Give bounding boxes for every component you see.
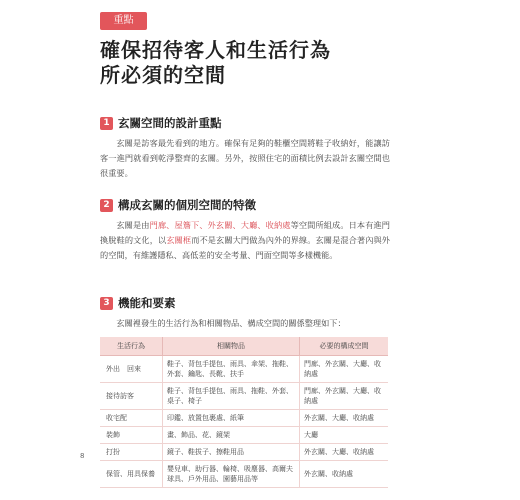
- table-header-spaces: 必要的構成空間: [300, 337, 389, 356]
- table-cell: 外玄關、大廳、收納處: [300, 410, 389, 427]
- table-row: [100, 410, 388, 427]
- table-cell: 收宅配: [100, 410, 163, 427]
- table-cell: 大廳: [300, 427, 389, 444]
- page-title: [100, 38, 430, 88]
- table-cell: 裝飾: [100, 427, 163, 444]
- table-cell: 鞋子、背包手提包、雨具、拖鞋、外套、桌子、椅子: [163, 383, 300, 410]
- table-cell: 畫、飾品、花、鏡架: [163, 427, 300, 444]
- section-2-heading: [100, 197, 256, 213]
- table-cell: 嬰兒車、助行器、輪椅、吸塵器、高爾夫球具、戶外用品、園藝用品等: [163, 461, 300, 488]
- section-3-paragraph: 玄關裡發生的生活行為和相關物品、構成空間的關係整理如下：: [116, 318, 346, 328]
- section-1-number: 1: [100, 117, 113, 130]
- table-row: [100, 383, 388, 410]
- table-row: [100, 461, 388, 488]
- table-cell: 外玄關、大廳、收納處: [300, 444, 389, 461]
- table-header-row: [100, 337, 388, 356]
- table-cell: 接待訪客: [100, 383, 163, 410]
- table-cell: 印鑑、放置包裹處、紙筆: [163, 410, 300, 427]
- table-cell: 外出 回來: [100, 356, 163, 383]
- section-3-heading: [100, 295, 176, 311]
- table-cell: 打扮: [100, 444, 163, 461]
- section-3-number: 3: [100, 297, 113, 310]
- table-header-activity: 生活行為: [100, 337, 163, 356]
- section-tag: 重點: [100, 12, 147, 30]
- section-2-text-b: 等空間所組成。日本有進門換脫鞋的文化，以: [100, 220, 390, 245]
- table-cell: 門廊、外玄關、大廳、收納處: [300, 356, 389, 383]
- section-2-text-a: 玄關是由: [116, 220, 150, 230]
- section-2-title: 構成玄關的個別空間的特徵: [118, 198, 256, 212]
- page-number: 8: [80, 452, 85, 460]
- table-header-items: 相關物品: [163, 337, 300, 356]
- table-cell: 鞋子、背包手提包、雨具、傘架、拖鞋、外套、鑰匙、長靴、扶手: [163, 356, 300, 383]
- section-2-highlight-frame: 玄關框: [166, 235, 192, 245]
- table-cell: 門廊、外玄關、大廳、收納處: [300, 383, 389, 410]
- table-cell: 鏡子、鞋拔子、擦鞋用品: [163, 444, 300, 461]
- title-line-2: 所必須的空間: [100, 63, 226, 87]
- section-2-paragraph: [100, 218, 390, 263]
- title-line-1: 確保招待客人和生活行為: [100, 38, 331, 62]
- table-cell: 保管、用具保養: [100, 461, 163, 488]
- table-row: [100, 427, 388, 444]
- table-row: [100, 444, 388, 461]
- section-2-highlight-spaces: 門廊、屋簷下、外玄關、大廳、收納處: [149, 220, 291, 230]
- function-table: [100, 337, 388, 488]
- section-1-paragraph: 玄關是訪客最先看到的地方。確保有足夠的鞋櫃空間將鞋子收納好，能讓訪客一進門就看到乾淨整齊的玄關。另外，按照住宅的面積比例去設計玄關空間也很重要。: [100, 138, 390, 178]
- table-cell: 外玄關、收納處: [300, 461, 389, 488]
- table-row: [100, 356, 388, 383]
- section-2-number: 2: [100, 199, 113, 212]
- section-3-title: 機能和要素: [118, 296, 176, 310]
- section-1-heading: [100, 115, 222, 131]
- section-1-title: 玄關空間的設計重點: [118, 116, 222, 130]
- section-2-text-c: 而不是玄關大門做為內外的界線。玄關是混合著內與外的空間，有維護隱私、高低差的安全考量、門面空間等多樣機能。: [100, 235, 390, 260]
